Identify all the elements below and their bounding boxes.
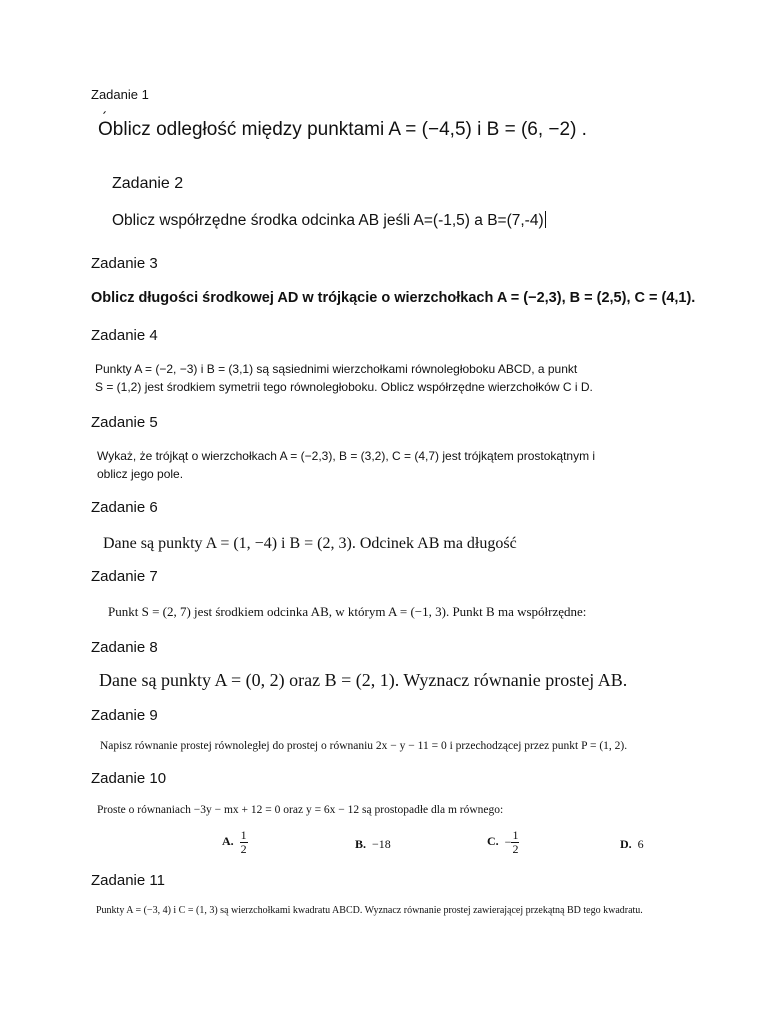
task-7-text: Punkt S = (2, 7) jest środkiem odcinka AB, w którym A = (−1, 3). Punkt B ma współrzędne:: [108, 604, 587, 619]
fraction: [240, 829, 248, 856]
task-6-text: Dane są punkty A = (1, −4) i B = (2, 3). Odcinek AB ma długość: [103, 535, 517, 552]
numerator: 1: [240, 828, 247, 842]
task-7-heading: Zadanie 7: [91, 568, 158, 585]
denominator: 2: [240, 842, 247, 856]
answer-option-d: [620, 837, 644, 852]
task-11-text: Punkty A = (−3, 4) i C = (1, 3) są wierzchołkami kwadratu ABCD. Wyznacz równanie prostej zawierającej przekątną BD tego kwadratu.: [96, 905, 643, 916]
answer-option-b: [355, 837, 391, 852]
task-5-line-2: oblicz jego pole.: [97, 467, 184, 481]
task-10-text: Proste o równaniach −3y − mx + 12 = 0 oraz y = 6x − 12 są prostopadłe dla m równego:: [97, 804, 504, 816]
option-letter: C.: [487, 834, 499, 849]
task-1-text: Oblicz odległość między punktami A = (−4,5) i B = (6, −2) .: [98, 119, 587, 140]
option-letter: D.: [620, 837, 632, 851]
task-4-heading: Zadanie 4: [91, 327, 158, 344]
task-2-text: Oblicz współrzędne środka odcinka AB jeśli A=(-1,5) a B=(7,-4): [112, 212, 544, 229]
denominator: 2: [512, 842, 519, 856]
task-11-heading: Zadanie 11: [91, 872, 165, 889]
numerator: 1: [512, 828, 519, 842]
task-9-text: Napisz równanie prostej równoległej do prostej o równaniu 2x − y − 11 = 0 i przechodzącej przez punkt P = (1, 2).: [100, 740, 628, 752]
option-value: 6: [637, 837, 644, 851]
task-2-line: [112, 211, 546, 230]
option-letter: B.: [355, 837, 367, 851]
task-10-heading: Zadanie 10: [91, 770, 167, 787]
task-9-heading: Zadanie 9: [91, 707, 158, 724]
task-5-heading: Zadanie 5: [91, 414, 158, 431]
minus-sign: −: [504, 835, 512, 849]
task-5-line-1: Wykaż, że trójkąt o wierzchołkach A = (−2,3), B = (3,2), C = (4,7) jest trójkątem prostokątnym i: [97, 449, 596, 463]
fraction: [511, 829, 519, 856]
option-value: −18: [372, 837, 391, 851]
option-letter: A.: [222, 834, 234, 849]
text-cursor: [545, 211, 546, 228]
answer-option-a: [222, 829, 248, 856]
answer-option-c: [487, 829, 519, 856]
task-3-heading: Zadanie 3: [91, 255, 158, 272]
task-2-heading: Zadanie 2: [112, 175, 184, 192]
task-4-line-2: S = (1,2) jest środkiem symetrii tego równoległoboku. Oblicz współrzędne wierzchołków C i D.: [95, 380, 593, 394]
task-6-heading: Zadanie 6: [91, 499, 158, 516]
task-8-text: Dane są punkty A = (0, 2) oraz B = (2, 1). Wyznacz równanie prostej AB.: [99, 670, 628, 690]
task-8-heading: Zadanie 8: [91, 639, 158, 656]
task-4-line-1: Punkty A = (−2, −3) i B = (3,1) są sąsiednimi wierzchołkami równoległoboku ABCD, a punkt: [95, 362, 578, 376]
task-1-heading: Zadanie 1: [91, 87, 149, 102]
accent-mark: [103, 111, 106, 114]
task-3-text: Oblicz długości środkowej AD w trójkącie o wierzchołkach A = (−2,3), B = (2,5), C = (4,1).: [91, 290, 696, 306]
